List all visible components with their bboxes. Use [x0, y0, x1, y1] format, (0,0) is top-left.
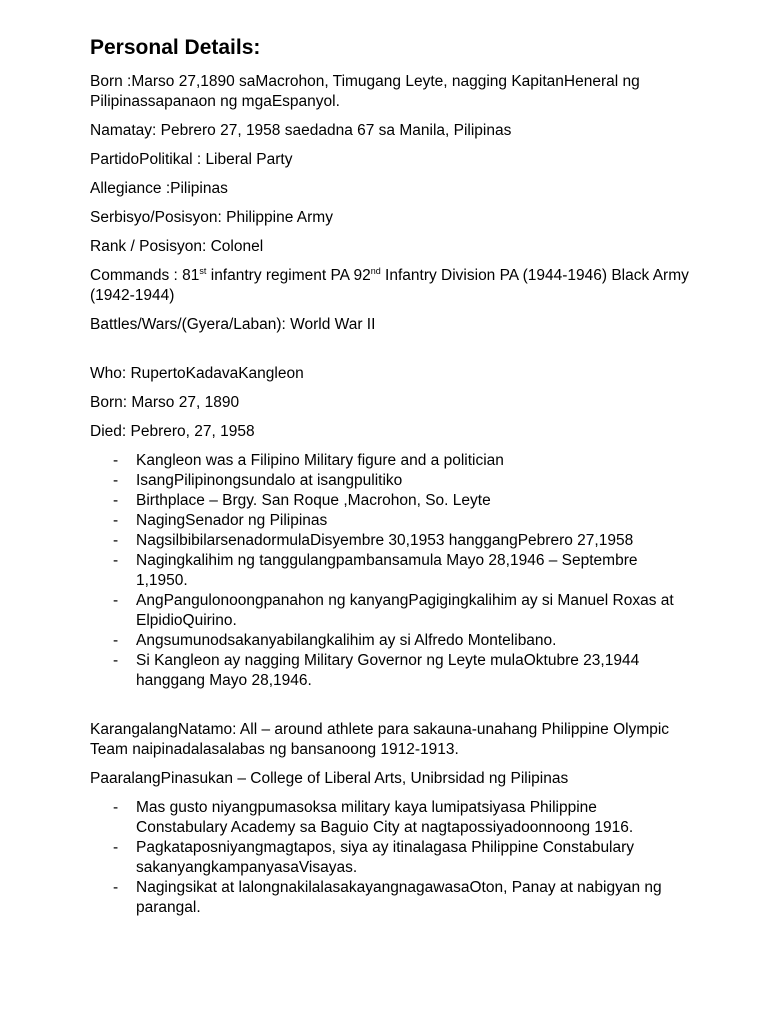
list-item: - Nagingkalihim ng tanggulangpambansamula Mayo 28,1946 – Septembre 1,1950.: [90, 551, 690, 591]
death-detail: Namatay: Pebrero 27, 1958 saedadna 67 sa Manila, Pilipinas: [90, 122, 512, 139]
who-line: Who: RupertoKadavaKangleon: [90, 365, 304, 382]
political-party-detail: PartidoPolitikal : Liberal Party: [90, 151, 293, 168]
service-detail: Serbisyo/Posisyon: Philippine Army: [90, 209, 333, 226]
allegiance-detail: Allegiance :Pilipinas: [90, 180, 228, 197]
list-item: - NagsilbibilarsenadormulaDisyembre 30,1953 hanggangPebrero 27,1958: [90, 531, 690, 551]
rank-detail: Rank / Posisyon: Colonel: [90, 238, 264, 255]
list-item: - Nagingsikat at lalongnakilalasakayangnagawasaOton, Panay at nabigyan ng parangal.: [90, 878, 690, 918]
achievement-line: KarangalangNatamo: All – around athlete para sakauna-unahang Philippine Olympic Team naipinadalasalabas ng bansanoong 1912-1913.: [90, 721, 670, 758]
achievement-bullet-list: [90, 798, 690, 918]
commands-ordinal-nd: nd: [370, 265, 381, 276]
commands-ordinal-st: st: [199, 265, 207, 276]
document-page: [90, 34, 690, 918]
commands-prefix: Commands : 81: [90, 267, 200, 284]
bio-born-line: Born: Marso 27, 1890: [90, 394, 240, 411]
school-line: PaaralangPinasukan – College of Liberal Arts, Unibrsidad ng Pilipinas: [90, 770, 569, 787]
list-item: - Mas gusto niyangpumasoksa military kaya lumipatsiyasa Philippine Constabulary Academy sa Baguio City at nagtapossiyadoonnoong 1916.: [90, 798, 690, 838]
list-item: - Si Kangleon ay nagging Military Governor ng Leyte mulaOktubre 23,1944 hanggang Mayo 28,1946.: [90, 651, 690, 691]
list-item: - Angsumunodsakanyabilangkalihim ay si Alfredo Montelibano.: [90, 631, 690, 651]
bio-bullet-list: [90, 451, 690, 691]
list-item: - Birthplace – Brgy. San Roque ,Macrohon, So. Leyte: [90, 491, 690, 511]
bio-died-line: Died: Pebrero, 27, 1958: [90, 423, 255, 440]
battles-detail: Battles/Wars/(Gyera/Laban): World War II: [90, 316, 376, 333]
list-item: - AngPangulonoongpanahon ng kanyangPagigingkalihim ay si Manuel Roxas at ElpidioQuirino.: [90, 591, 690, 631]
list-item: - IsangPilipinongsundalo at isangpulitiko: [90, 471, 690, 491]
commands-mid: infantry regiment PA 92: [206, 267, 371, 284]
list-item: - NagingSenador ng Pilipinas: [90, 511, 690, 531]
personal-details-heading: Personal Details:: [90, 36, 261, 59]
commands-suffix: Infantry Division PA (1944-1946) Black Army (1942-1944): [90, 267, 689, 304]
list-item: - Kangleon was a Filipino Military figure and a politician: [90, 451, 690, 471]
list-item: - Pagkataposniyangmagtapos, siya ay itinalagasa Philippine Constabulary sakanyangkampanyasaVisayas.: [90, 838, 690, 878]
born-detail: Born :Marso 27,1890 saMacrohon, Timugang Leyte, nagging KapitanHeneral ng Pilipinassapanaon ng mgaEspanyol.: [90, 73, 640, 110]
commands-detail: [90, 266, 690, 306]
